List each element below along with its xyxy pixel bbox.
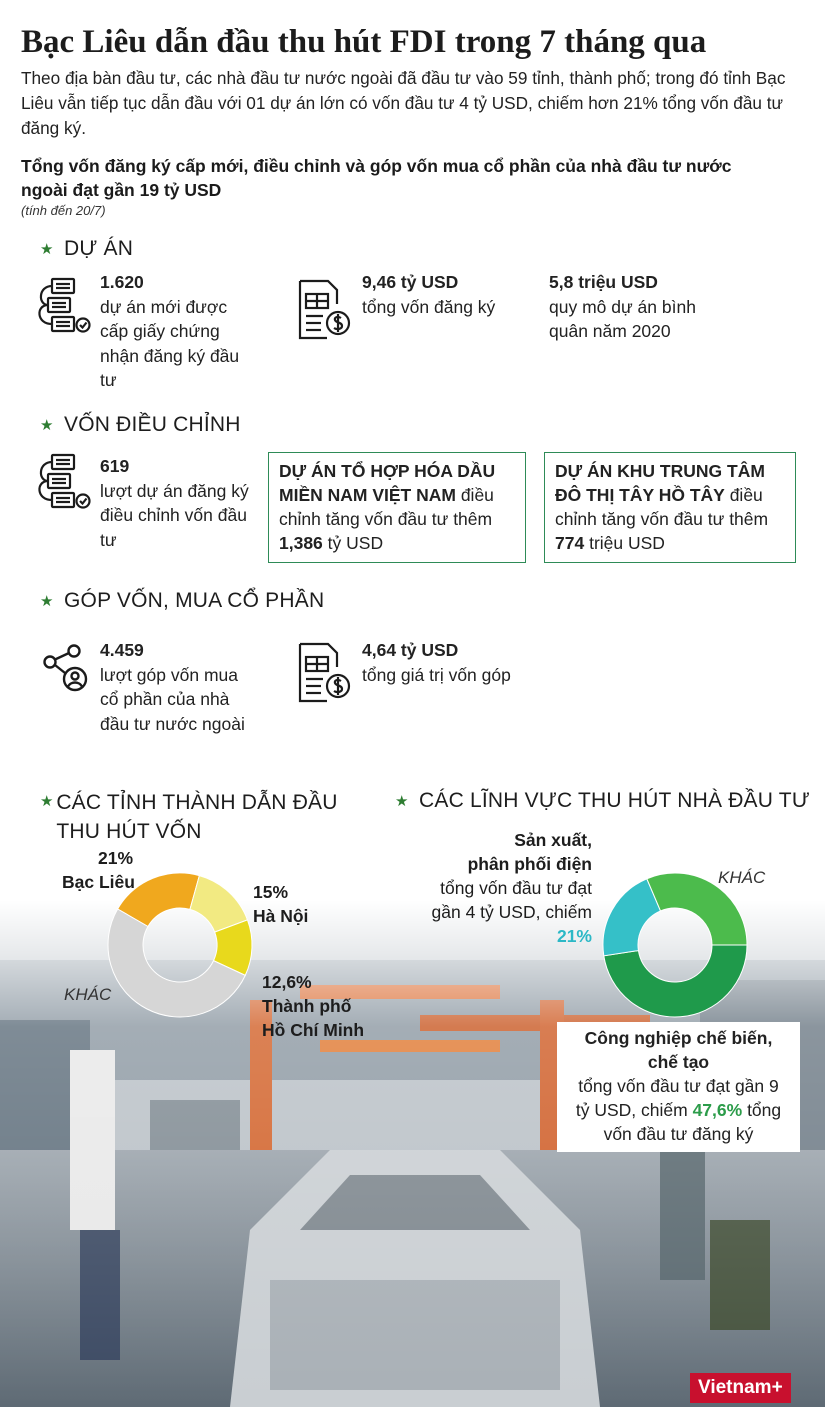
- label-manufacturing: [557, 1022, 800, 1152]
- label-khac-provinces: KHÁC: [64, 985, 112, 1004]
- label-manufacturing-text-4: vốn đầu tư đăng ký: [603, 1124, 754, 1144]
- stat-share-purchases-text: lượt góp vốn mua cổ phần của nhà đầu tư nước ngoài: [100, 664, 245, 734]
- stat-new-projects: [100, 270, 260, 393]
- star-icon: ★: [395, 793, 409, 810]
- document-list-icon: [34, 276, 94, 343]
- project-box-tay-ho-tay-name: DỰ ÁN KHU TRUNG TÂM ĐÔ THỊ TÂY HỒ TÂY: [555, 461, 765, 505]
- star-icon: ★: [40, 793, 54, 810]
- label-khac-sectors: KHÁC: [718, 868, 766, 887]
- date-note: (tính đến 20/7): [21, 203, 106, 218]
- stat-new-projects-value: 1.620: [100, 272, 144, 292]
- subheading: Tổng vốn đăng ký cấp mới, điều chỉnh và góp vốn mua cổ phần của nhà đầu tư nước ngoài đạt gần 19 tỷ USD: [21, 156, 732, 200]
- star-icon: ★: [40, 241, 54, 258]
- stat-share-purchases-value: 4.459: [100, 640, 144, 660]
- label-manufacturing-text-2: tỷ USD, chiếm: [575, 1100, 688, 1120]
- section-tinh-thanh-label: CÁC TỈNH THÀNH DẪN ĐẦU THU HÚT VỐN: [56, 791, 338, 843]
- section-gop-von-label: GÓP VỐN, MUA CỔ PHẦN: [64, 589, 325, 612]
- section-du-an-label: DỰ ÁN: [64, 237, 134, 260]
- invoice-dollar-icon: [297, 641, 353, 710]
- stat-avg-scale: [549, 270, 699, 344]
- label-electricity-text-2: gần 4 tỷ USD, chiếm: [431, 902, 592, 922]
- label-electricity: [392, 828, 592, 948]
- project-box-tay-ho-tay-unit: triệu USD: [589, 533, 665, 553]
- section-du-an: [40, 236, 133, 263]
- share-user-icon: [42, 644, 94, 699]
- label-manufacturing-pct: 47,6%: [692, 1100, 743, 1120]
- project-box-hoa-dau-name: DỰ ÁN TỔ HỢP HÓA DẦU MIỀN NAM VIỆT NAM: [279, 461, 496, 505]
- lead-paragraph: Theo địa bàn đầu tư, các nhà đầu tư nước ngoài đã đầu tư vào 59 tỉnh, thành phố; trong đó tỉnh Bạc Liêu vẫn tiếp tục dẫn đầu với 01 dự án lớn có vốn đầu tư 4 tỷ USD, chiếm hơn 21% tổng vốn đầu tư đăng ký.: [21, 68, 786, 138]
- stat-adjusted-projects-text: lượt dự án đăng ký điều chỉnh vốn đầu tư: [100, 480, 249, 550]
- stat-total-capital: [362, 270, 502, 319]
- project-box-tay-ho-tay-text: điều chỉnh tăng vốn đầu tư thêm: [555, 485, 769, 529]
- label-hcm-pct: 12,6%: [262, 972, 312, 992]
- stat-avg-scale-value: 5,8 triệu USD: [549, 272, 658, 292]
- stat-contributed-value-text: tổng giá trị vốn góp: [362, 664, 511, 685]
- label-hcm-name-1: Thành phố: [262, 996, 352, 1016]
- label-hcm-name-2: Hồ Chí Minh: [262, 1020, 365, 1040]
- label-ha-noi-pct: 15%: [253, 882, 289, 902]
- project-box-hoa-dau: [268, 452, 526, 563]
- label-ha-noi-name: Hà Nội: [253, 906, 309, 926]
- project-box-hoa-dau-text: điều chỉnh tăng vốn đầu tư thêm: [279, 485, 494, 529]
- label-bac-lieu-name: Bạc Liêu: [62, 872, 135, 892]
- section-linh-vuc-label: CÁC LĨNH VỰC THU HÚT NHÀ ĐẦU TƯ: [419, 789, 810, 812]
- stat-adjusted-projects-value: 619: [100, 456, 130, 476]
- invoice-dollar-icon: [297, 278, 353, 347]
- label-electricity-name-1: Sản xuất,: [514, 830, 592, 850]
- label-bac-lieu-pct: 21%: [98, 848, 134, 868]
- project-box-tay-ho-tay: [544, 452, 796, 563]
- label-manufacturing-text-1: tổng vốn đầu tư đạt gần 9: [578, 1076, 779, 1096]
- star-icon: ★: [40, 593, 54, 610]
- label-manufacturing-text-3: tổng: [747, 1100, 782, 1120]
- star-icon: ★: [40, 417, 54, 434]
- stat-contributed-value-value: 4,64 tỷ USD: [362, 640, 459, 660]
- stat-adjusted-projects: [100, 454, 250, 552]
- section-linh-vuc: [395, 788, 815, 815]
- section-von-dieu-chinh: [40, 412, 241, 439]
- stat-avg-scale-text: quy mô dự án bình quân năm 2020: [549, 296, 696, 341]
- vietnamplus-logo: Vietnam+: [690, 1373, 791, 1403]
- label-manufacturing-name-2: chế tạo: [647, 1052, 710, 1072]
- section-gop-von: [40, 588, 324, 615]
- donut-slice-c-ng-nghi-p-ch-bi-n-ch-t-o: [604, 945, 747, 1017]
- label-electricity-name-2: phân phối điện: [467, 854, 592, 874]
- stat-share-purchases: [100, 638, 260, 736]
- page-title: Bạc Liêu dẫn đầu thu hút FDI trong 7 tháng qua: [21, 24, 707, 60]
- stat-new-projects-text: dự án mới được cấp giấy chứng nhận đăng ký đầu tư: [100, 296, 240, 390]
- label-manufacturing-name-1: Công nghiệp chế biến,: [584, 1028, 773, 1048]
- sectors-donut-chart: [600, 870, 750, 1020]
- project-box-hoa-dau-value: 1,386: [279, 533, 323, 553]
- project-box-hoa-dau-unit: tỷ USD: [327, 533, 384, 553]
- stat-total-capital-text: tổng vốn đăng ký: [362, 296, 496, 317]
- section-von-dieu-chinh-label: VỐN ĐIỀU CHỈNH: [64, 413, 241, 436]
- label-electricity-pct: 21%: [556, 926, 592, 946]
- stat-contributed-value: [362, 638, 512, 687]
- stat-total-capital-value: 9,46 tỷ USD: [362, 272, 459, 292]
- project-box-tay-ho-tay-value: 774: [555, 533, 585, 553]
- document-list-icon: [34, 452, 94, 519]
- section-tinh-thanh: [40, 788, 350, 846]
- label-electricity-text-1: tổng vốn đầu tư đạt: [440, 878, 592, 898]
